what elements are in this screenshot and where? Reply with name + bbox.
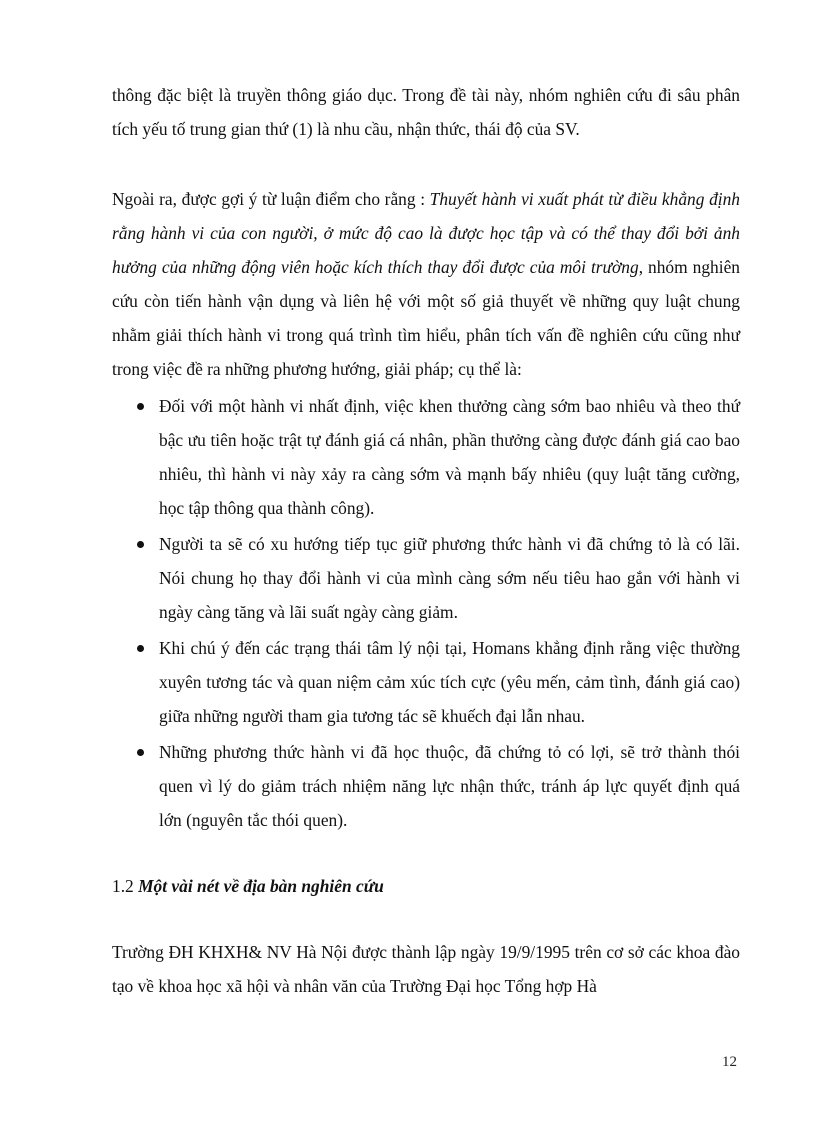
section-title: Một vài nét về địa bàn nghiên cứu	[138, 876, 384, 896]
paragraph-2-quote: Thuyết hành vi xuất phát từ điều khẳng định rằng hành vi của con người, ở mức độ cao là được học tập và có thể thay đổi bởi ảnh hưởng của những động viên hoặc kích thích thay đổi được của môi trường	[112, 189, 740, 277]
paragraph-2-rest: , nhóm nghiên cứu còn tiến hành vận dụng và liên hệ với một số giả thuyết về những quy luật chung nhằm giải thích hành vi trong quá trình tìm hiểu, phân tích vấn đề nghiên cứu cũng như trong việc đề ra những phương hướng, giải pháp; cụ thể là:	[112, 257, 740, 379]
document-page	[112, 78, 740, 1003]
list-item	[112, 389, 740, 525]
paragraph-1: thông đặc biệt là truyền thông giáo dục. Trong đề tài này, nhóm nghiên cứu đi sâu phân tích yếu tố trung gian thứ (1) là nhu cầu, nhận thức, thái độ của SV.	[112, 85, 740, 139]
paragraph-3: Trường ĐH KHXH& NV Hà Nội được thành lập ngày 19/9/1995 trên cơ sở các khoa đào tạo về khoa học xã hội và nhân văn của Trường Đại học Tổng hợp Hà	[112, 942, 740, 996]
list-item-text: Đối với một hành vi nhất định, việc khen thưởng càng sớm bao nhiêu và theo thứ bậc ưu tiên hoặc trật tự đánh giá cá nhân, phần thưởng càng được đánh giá cao bao nhiêu, thì hành vi này xảy ra càng sớm và mạnh bấy nhiêu (quy luật tăng cường, học tập thông qua thành công).	[159, 396, 740, 518]
list-item-text: Những phương thức hành vi đã học thuộc, đã chứng tỏ có lợi, sẽ trở thành thói quen vì lý do giảm trách nhiệm năng lực nhận thức, tránh áp lực quyết định quá lớn (nguyên tắc thói quen).	[159, 742, 740, 830]
list-item-text: Người ta sẽ có xu hướng tiếp tục giữ phương thức hành vi đã chứng tỏ là có lãi. Nói chung họ thay đổi hành vi của mình càng sớm nếu tiêu hao gắn với hành vi ngày càng tăng và lãi suất ngày càng giảm.	[159, 534, 740, 622]
bullet-icon	[137, 403, 144, 410]
list-item	[112, 735, 740, 837]
section-number: 1.2	[112, 876, 139, 896]
bullet-icon	[137, 645, 144, 652]
paragraph-2	[112, 182, 740, 386]
bullet-icon	[137, 541, 144, 548]
bullet-list	[112, 389, 740, 837]
list-item-text: Khi chú ý đến các trạng thái tâm lý nội tại, Homans khẳng định rằng việc thường xuyên tương tác và quan niệm cảm xúc tích cực (yêu mến, cảm tình, đánh giá cao) giữa những người tham gia tương tác sẽ khuếch đại lẫn nhau.	[159, 638, 740, 726]
list-item	[112, 527, 740, 629]
page-number: 12	[722, 1054, 737, 1070]
paragraph-2-intro: Ngoài ra, được gợi ý từ luận điểm cho rằng :	[112, 189, 430, 209]
list-item	[112, 631, 740, 733]
bullet-icon	[137, 749, 144, 756]
section-heading	[112, 869, 740, 903]
